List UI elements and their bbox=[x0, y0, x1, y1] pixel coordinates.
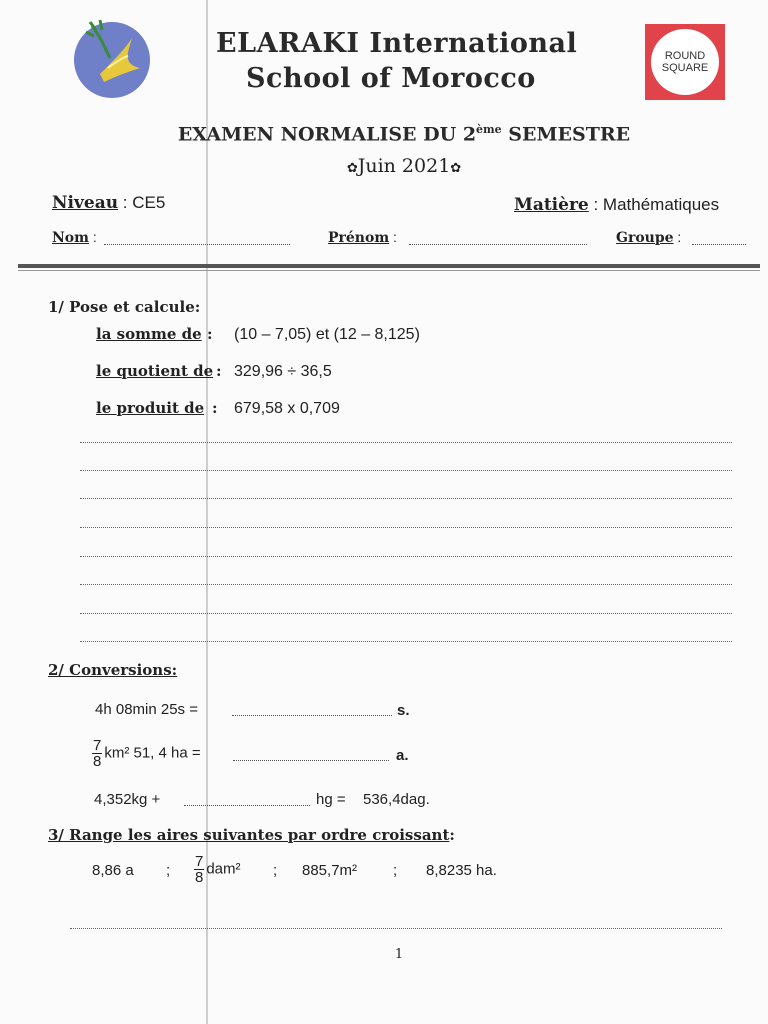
exam-date-text: Juin 2021 bbox=[357, 155, 451, 177]
exam-date bbox=[0, 155, 768, 177]
q3-fraction bbox=[194, 854, 204, 885]
answer-line[interactable] bbox=[80, 556, 732, 557]
q1-item-2-colon: : bbox=[216, 362, 222, 380]
q2-title: 2/ Conversions: bbox=[48, 661, 178, 679]
answer-line[interactable] bbox=[80, 527, 732, 528]
q3-frac-den: 8 bbox=[195, 869, 204, 886]
school-logo bbox=[70, 12, 154, 98]
school-name-line2: School of Morocco bbox=[246, 63, 536, 94]
ornament-left-icon: ✿ bbox=[346, 161, 358, 176]
ornament-right-icon: ✿ bbox=[450, 161, 462, 176]
q3-area-2 bbox=[194, 854, 241, 885]
niveau-label: Niveau bbox=[52, 193, 119, 213]
q1-title bbox=[48, 298, 200, 316]
q2-line1-unit: s. bbox=[397, 702, 410, 719]
header-divider-thin bbox=[18, 270, 760, 271]
nom-colon: : bbox=[88, 229, 97, 245]
answer-line[interactable] bbox=[80, 470, 732, 471]
round-square-text-2: SQUARE bbox=[661, 62, 709, 74]
q3-title bbox=[48, 826, 455, 844]
q2-line1-blank[interactable] bbox=[232, 703, 392, 716]
matiere-label: Matière bbox=[514, 195, 589, 215]
q2-line2-frac-den: 8 bbox=[93, 753, 102, 770]
exam-title-sup: ème bbox=[476, 123, 502, 136]
answer-line[interactable] bbox=[80, 498, 732, 499]
answer-line[interactable] bbox=[80, 442, 732, 443]
q2-line3-blank[interactable] bbox=[184, 793, 310, 806]
q3-area-1: 8,86 a bbox=[92, 862, 134, 879]
q1-item-2-label: le quotient de bbox=[96, 362, 214, 380]
groupe-field[interactable] bbox=[692, 232, 746, 245]
niveau-row bbox=[52, 193, 165, 213]
q1-item-3-label: le produit de bbox=[96, 399, 205, 417]
page-number: 1 bbox=[394, 947, 404, 962]
q1-item-3-colon: : bbox=[212, 399, 218, 417]
nom-label: Nom bbox=[52, 230, 89, 246]
groupe-row bbox=[616, 229, 681, 246]
q2-line2-unit: a. bbox=[396, 747, 409, 764]
matiere-row bbox=[514, 195, 719, 215]
q2-line2-blank[interactable] bbox=[233, 748, 389, 761]
q1-item-2-value: 329,96 ÷ 36,5 bbox=[234, 363, 332, 380]
answer-line[interactable] bbox=[80, 584, 732, 585]
groupe-label: Groupe bbox=[616, 230, 674, 246]
exam-title-suffix: SEMESTRE bbox=[501, 123, 631, 146]
prenom-label: Prénom bbox=[328, 230, 390, 246]
header-divider bbox=[18, 264, 760, 268]
q1-item-1-label: la somme de bbox=[96, 325, 202, 343]
q2-line3-right: 536,4dag. bbox=[363, 791, 430, 808]
q2-line2 bbox=[92, 738, 201, 769]
school-name-line1: ELARAKI International bbox=[216, 28, 578, 59]
groupe-colon: : bbox=[673, 229, 682, 245]
answer-line[interactable] bbox=[80, 613, 732, 614]
answer-line[interactable] bbox=[80, 641, 732, 642]
nom-field[interactable] bbox=[104, 232, 290, 245]
q3-area-4: 8,8235 ha. bbox=[426, 862, 497, 879]
exam-title bbox=[0, 123, 768, 145]
q3-frac-num: 7 bbox=[195, 853, 204, 870]
q3-title-colon: : bbox=[449, 826, 455, 844]
exam-title-prefix: EXAMEN NORMALISE DU 2 bbox=[177, 123, 477, 146]
q3-sep-2: ; bbox=[273, 862, 278, 879]
q1-title-text: 1/ Pose et calcule: bbox=[48, 298, 201, 316]
round-square-logo bbox=[645, 24, 725, 100]
q3-area-3: 885,7m² bbox=[302, 862, 358, 879]
q2-line1-left: 4h 08min 25s = bbox=[95, 701, 198, 718]
niveau-value: CE5 bbox=[132, 193, 166, 212]
prenom-row bbox=[328, 229, 397, 246]
q1-item-3-value: 679,58 x 0,709 bbox=[234, 400, 340, 417]
q2-line2-frac-num: 7 bbox=[93, 737, 102, 754]
q3-sep-1: ; bbox=[166, 862, 171, 879]
q2-line3-mid: hg = bbox=[316, 791, 346, 808]
prenom-colon: : bbox=[389, 229, 397, 245]
q3-sep-3: ; bbox=[393, 862, 398, 879]
matiere-value: Mathématiques bbox=[602, 195, 720, 214]
nom-row bbox=[52, 229, 97, 246]
q2-line3-left: 4,352kg + bbox=[94, 791, 161, 808]
niveau-colon: : bbox=[118, 193, 133, 212]
q2-line2-fraction bbox=[92, 738, 102, 769]
q1-item-1-colon: : bbox=[207, 325, 213, 343]
q1-item-1-value: (10 – 7,05) et (12 – 8,125) bbox=[234, 326, 420, 343]
q3-answer-line[interactable] bbox=[70, 928, 722, 929]
matiere-colon: : bbox=[588, 195, 603, 214]
q2-line1 bbox=[95, 701, 198, 718]
q2-line2-left: km² 51, 4 ha = bbox=[104, 744, 201, 762]
q3-area-2-unit: dam² bbox=[206, 860, 241, 878]
round-square-text-1: ROUND bbox=[664, 50, 706, 62]
prenom-field[interactable] bbox=[409, 232, 587, 245]
q3-title-text: 3/ Range les aires suivantes par ordre croissant bbox=[48, 826, 450, 844]
